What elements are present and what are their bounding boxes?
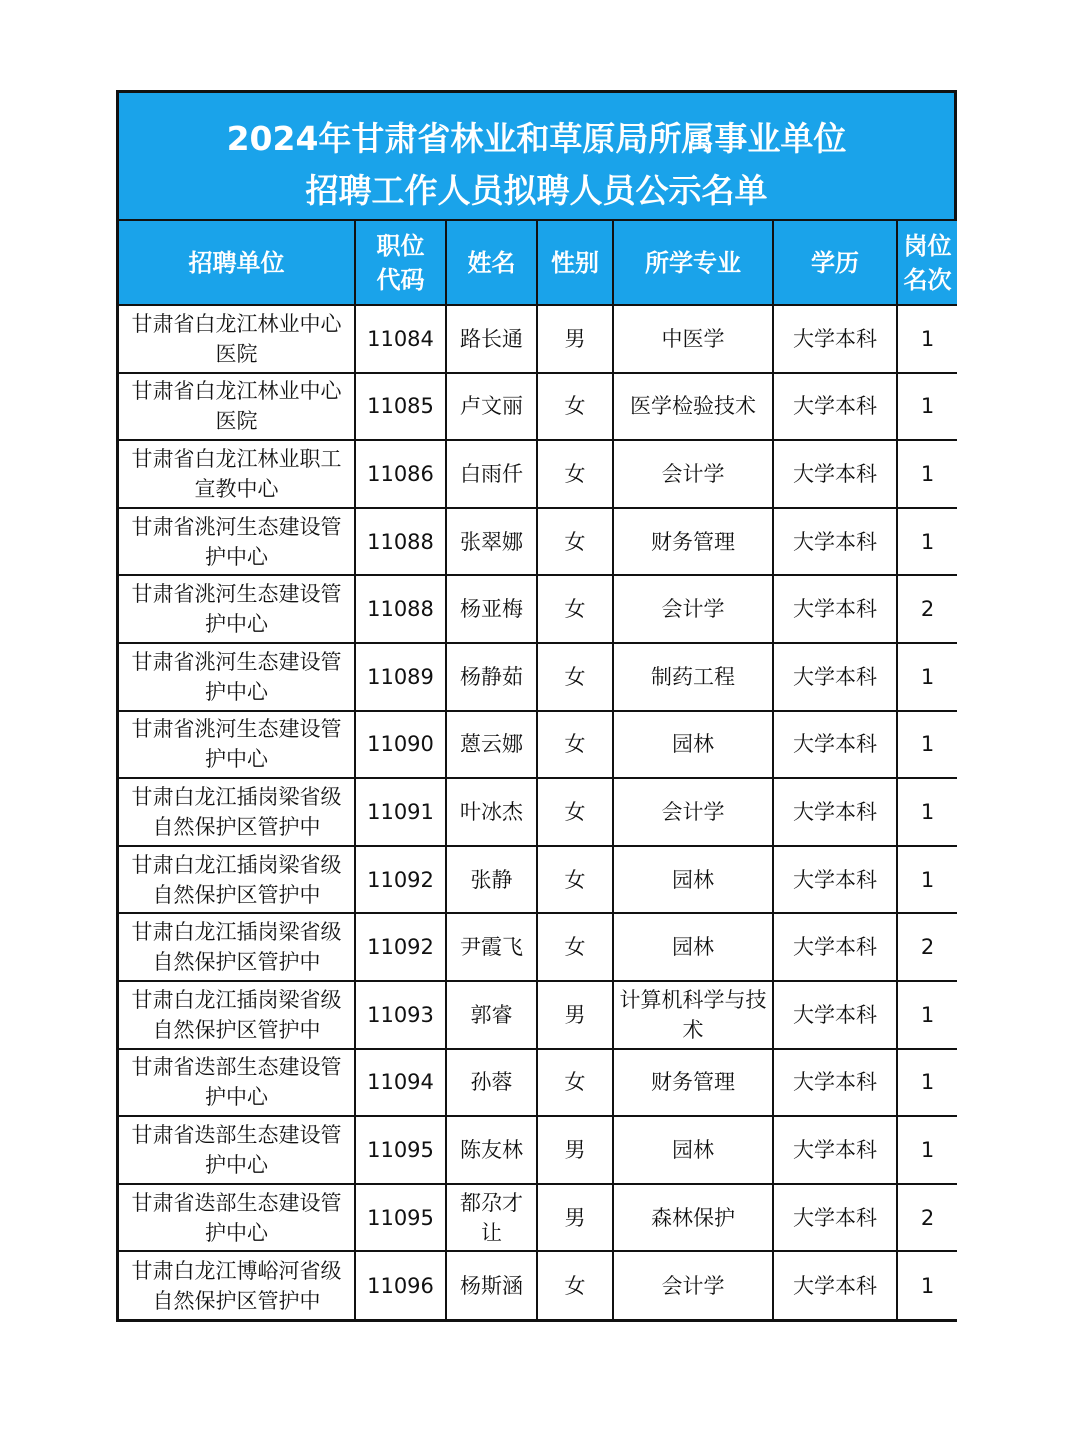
cell-unit	[119, 373, 355, 441]
cell-major: 园林	[613, 846, 773, 914]
cell-major: 计算机科学与技术	[613, 981, 773, 1049]
header-code-line: 职位	[376, 231, 425, 260]
header-rank-line: 名次	[903, 265, 952, 294]
cell-unit-line: 甘肃省洮河生态建设管	[131, 717, 342, 742]
cell-code: 11091	[355, 778, 446, 846]
header-unit-line: 招聘单位	[188, 248, 285, 277]
cell-unit-line: 自然保护区管护中	[152, 1288, 321, 1313]
cell-unit-line: 自然保护区管护中	[152, 950, 321, 975]
cell-name: 郭睿	[446, 981, 537, 1049]
cell-name: 蒽云娜	[446, 711, 537, 779]
cell-education: 大学本科	[773, 1116, 897, 1184]
cell-major: 财务管理	[613, 1049, 773, 1117]
cell-gender: 男	[537, 1184, 613, 1252]
cell-code: 11088	[355, 508, 446, 576]
cell-education: 大学本科	[773, 440, 897, 508]
roster-sheet	[116, 90, 957, 1322]
cell-code: 11090	[355, 711, 446, 779]
table-row	[119, 1049, 957, 1117]
cell-education: 大学本科	[773, 305, 897, 373]
table-row	[119, 981, 957, 1049]
cell-unit	[119, 575, 355, 643]
cell-education: 大学本科	[773, 711, 897, 779]
cell-rank: 1	[897, 643, 957, 711]
cell-unit-line: 甘肃白龙江插岗梁省级	[131, 920, 342, 945]
cell-unit	[119, 508, 355, 576]
cell-unit-line: 护中心	[205, 1220, 268, 1245]
cell-unit-line: 甘肃白龙江插岗梁省级	[131, 987, 342, 1012]
table-row	[119, 440, 957, 508]
cell-unit-line: 甘肃白龙江插岗梁省级	[131, 852, 342, 877]
cell-code: 11095	[355, 1116, 446, 1184]
cell-unit-line: 护中心	[205, 747, 268, 772]
table-row	[119, 778, 957, 846]
cell-code: 11092	[355, 846, 446, 914]
cell-rank: 1	[897, 778, 957, 846]
header-gender-line: 性别	[551, 248, 599, 277]
cell-unit-line: 甘肃省白龙江林业职工	[131, 446, 342, 471]
cell-unit-line: 医院	[215, 341, 258, 366]
cell-name: 尹霞飞	[446, 913, 537, 981]
table-row	[119, 508, 957, 576]
cell-gender: 女	[537, 711, 613, 779]
cell-name: 杨静茹	[446, 643, 537, 711]
cell-gender: 女	[537, 778, 613, 846]
cell-education: 大学本科	[773, 508, 897, 576]
cell-code: 11085	[355, 373, 446, 441]
title-line-2: 招聘工作人员拟聘人员公示名单	[305, 171, 768, 210]
cell-major: 园林	[613, 711, 773, 779]
cell-education: 大学本科	[773, 1251, 897, 1319]
cell-gender: 女	[537, 1251, 613, 1319]
cell-gender: 女	[537, 373, 613, 441]
cell-gender: 女	[537, 508, 613, 576]
cell-unit-line: 护中心	[205, 679, 268, 704]
cell-code: 11096	[355, 1251, 446, 1319]
cell-rank: 1	[897, 981, 957, 1049]
cell-unit-line: 甘肃省白龙江林业中心	[131, 379, 342, 404]
cell-rank: 2	[897, 913, 957, 981]
cell-name: 孙蓉	[446, 1049, 537, 1117]
cell-code: 11089	[355, 643, 446, 711]
table-body	[119, 305, 957, 1319]
cell-name: 都尕才让	[446, 1184, 537, 1252]
cell-code: 11084	[355, 305, 446, 373]
cell-unit	[119, 1184, 355, 1252]
cell-unit	[119, 305, 355, 373]
header-code-line: 代码	[376, 265, 425, 294]
header-gender	[537, 221, 613, 305]
cell-education: 大学本科	[773, 846, 897, 914]
cell-gender: 女	[537, 913, 613, 981]
cell-unit	[119, 981, 355, 1049]
cell-rank: 1	[897, 1049, 957, 1117]
table-row	[119, 305, 957, 373]
cell-major: 制药工程	[613, 643, 773, 711]
cell-rank: 1	[897, 440, 957, 508]
header-major-line: 所学专业	[645, 248, 741, 277]
cell-rank: 1	[897, 305, 957, 373]
header-code	[355, 221, 446, 305]
cell-education: 大学本科	[773, 913, 897, 981]
cell-name: 叶冰杰	[446, 778, 537, 846]
cell-unit-line: 自然保护区管护中	[152, 882, 321, 907]
cell-code: 11092	[355, 913, 446, 981]
cell-gender: 女	[537, 1049, 613, 1117]
table-row	[119, 1116, 957, 1184]
table-row	[119, 711, 957, 779]
roster-table	[119, 221, 957, 1319]
cell-unit-line: 甘肃省迭部生态建设管	[131, 1122, 342, 1147]
table-row	[119, 913, 957, 981]
cell-major: 园林	[613, 913, 773, 981]
cell-rank: 1	[897, 711, 957, 779]
cell-name: 张翠娜	[446, 508, 537, 576]
cell-rank: 1	[897, 373, 957, 441]
cell-gender: 女	[537, 643, 613, 711]
table-row	[119, 1251, 957, 1319]
cell-unit-line: 宣教中心	[194, 476, 279, 501]
cell-gender: 男	[537, 305, 613, 373]
cell-unit-line: 甘肃省白龙江林业中心	[131, 311, 342, 336]
header-education	[773, 221, 897, 305]
header-name-line: 姓名	[467, 248, 516, 277]
cell-unit	[119, 1251, 355, 1319]
cell-unit-line: 自然保护区管护中	[152, 814, 321, 839]
table-row	[119, 373, 957, 441]
cell-unit	[119, 440, 355, 508]
cell-major: 森林保护	[613, 1184, 773, 1252]
cell-unit	[119, 643, 355, 711]
cell-unit-line: 甘肃省洮河生态建设管	[131, 582, 342, 607]
cell-unit	[119, 846, 355, 914]
cell-unit	[119, 711, 355, 779]
cell-education: 大学本科	[773, 778, 897, 846]
cell-rank: 2	[897, 1184, 957, 1252]
cell-name: 陈友林	[446, 1116, 537, 1184]
cell-education: 大学本科	[773, 1184, 897, 1252]
cell-major: 财务管理	[613, 508, 773, 576]
cell-unit-line: 护中心	[205, 1152, 268, 1177]
cell-rank: 1	[897, 1251, 957, 1319]
cell-rank: 2	[897, 575, 957, 643]
cell-code: 11086	[355, 440, 446, 508]
cell-education: 大学本科	[773, 1049, 897, 1117]
cell-name: 卢文丽	[446, 373, 537, 441]
cell-rank: 1	[897, 846, 957, 914]
table-header-row	[119, 221, 957, 305]
cell-code: 11095	[355, 1184, 446, 1252]
cell-unit-line: 甘肃省洮河生态建设管	[131, 649, 342, 674]
cell-unit-line: 护中心	[205, 544, 268, 569]
cell-gender: 男	[537, 981, 613, 1049]
table-row	[119, 643, 957, 711]
cell-unit-line: 甘肃省迭部生态建设管	[131, 1190, 342, 1215]
table-row	[119, 575, 957, 643]
cell-unit-line: 甘肃省迭部生态建设管	[131, 1055, 342, 1080]
cell-name: 杨斯涵	[446, 1251, 537, 1319]
cell-major: 会计学	[613, 575, 773, 643]
cell-education: 大学本科	[773, 981, 897, 1049]
cell-education: 大学本科	[773, 373, 897, 441]
cell-rank: 1	[897, 1116, 957, 1184]
header-major	[613, 221, 773, 305]
header-rank-line: 岗位	[903, 231, 952, 260]
cell-unit-line: 护中心	[205, 1085, 268, 1110]
cell-education: 大学本科	[773, 643, 897, 711]
cell-major: 医学检验技术	[613, 373, 773, 441]
table-row	[119, 1184, 957, 1252]
cell-unit	[119, 1116, 355, 1184]
cell-major: 会计学	[613, 440, 773, 508]
cell-code: 11094	[355, 1049, 446, 1117]
cell-gender: 女	[537, 575, 613, 643]
cell-unit	[119, 1049, 355, 1117]
cell-major: 会计学	[613, 778, 773, 846]
header-name	[446, 221, 537, 305]
cell-gender: 女	[537, 440, 613, 508]
header-unit	[119, 221, 355, 305]
cell-unit-line: 医院	[215, 409, 258, 434]
cell-unit	[119, 913, 355, 981]
title-line-1: 2024年甘肃省林业和草原局所属事业单位	[226, 119, 847, 158]
cell-name: 路长通	[446, 305, 537, 373]
cell-unit-line: 护中心	[205, 612, 268, 637]
cell-name: 杨亚梅	[446, 575, 537, 643]
cell-unit-line: 甘肃省洮河生态建设管	[131, 514, 342, 539]
cell-major: 园林	[613, 1116, 773, 1184]
cell-major: 中医学	[613, 305, 773, 373]
cell-unit-line: 甘肃白龙江博峪河省级	[131, 1258, 342, 1283]
cell-rank: 1	[897, 508, 957, 576]
cell-code: 11088	[355, 575, 446, 643]
cell-unit-line: 甘肃白龙江插岗梁省级	[131, 784, 342, 809]
table-row	[119, 846, 957, 914]
header-rank	[897, 221, 957, 305]
header-education-line: 学历	[811, 248, 859, 277]
cell-major: 会计学	[613, 1251, 773, 1319]
cell-name: 白雨仟	[446, 440, 537, 508]
page-title	[119, 93, 954, 221]
cell-unit	[119, 778, 355, 846]
cell-name: 张静	[446, 846, 537, 914]
cell-gender: 女	[537, 846, 613, 914]
cell-code: 11093	[355, 981, 446, 1049]
cell-education: 大学本科	[773, 575, 897, 643]
cell-unit-line: 自然保护区管护中	[152, 1017, 321, 1042]
cell-gender: 男	[537, 1116, 613, 1184]
